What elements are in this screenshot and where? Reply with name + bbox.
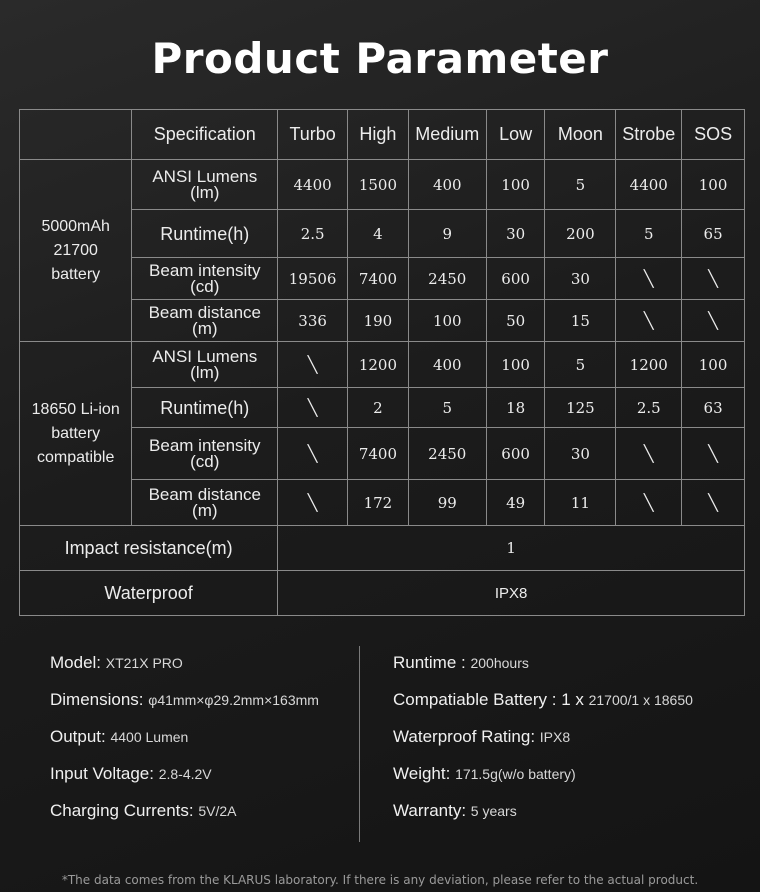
value-cell: 2450 [408, 258, 486, 300]
metric-label-line: Runtime(h) [160, 223, 250, 244]
group-label-line: 21700 [53, 241, 98, 259]
value-cell: 4400 [616, 160, 682, 210]
spec-line-value: XT21X PRO [105, 655, 183, 671]
spec-line [393, 798, 693, 835]
value-cell: 49 [486, 480, 545, 526]
value-cell: ╲ [616, 428, 682, 480]
value-cell: ╲ [278, 428, 348, 480]
group-label-line: battery [51, 265, 101, 283]
spec-line [50, 650, 319, 687]
header-row [20, 110, 745, 160]
spec-line-label: Runtime : [393, 653, 471, 672]
value-cell: 2 [348, 388, 409, 428]
table-row [20, 342, 745, 388]
value-cell: 600 [486, 428, 545, 480]
metric-label-line: (m) [192, 500, 218, 520]
spec-line [393, 650, 693, 687]
metric-label [132, 160, 278, 210]
value-cell: 7400 [348, 258, 409, 300]
metric-label-line: Runtime(h) [160, 397, 250, 418]
waterproof-value: IPX8 [278, 571, 745, 616]
group-label-line: 5000mAh [41, 217, 110, 235]
value-cell: 99 [408, 480, 486, 526]
mode-header: Turbo [278, 110, 348, 160]
value-cell: 336 [278, 300, 348, 342]
metric-label [132, 388, 278, 428]
value-cell: ╲ [278, 342, 348, 388]
value-cell: 4400 [278, 160, 348, 210]
metric-label-line: (m) [192, 318, 218, 338]
metric-label-line: Beam distance [148, 484, 262, 504]
value-cell: 125 [545, 388, 616, 428]
spec-line-value: 4400 Lumen [110, 729, 189, 745]
mode-header: Low [486, 110, 545, 160]
spec-line-label: Output: [50, 727, 111, 746]
value-cell: 19506 [278, 258, 348, 300]
spec-line-value: 171.5g(w/o battery) [455, 766, 576, 782]
value-cell: 50 [486, 300, 545, 342]
spec-line-value: 5 years [470, 803, 517, 819]
spec-line-value: φ41mm×φ29.2mm×163mm [148, 692, 319, 708]
value-cell: 30 [486, 210, 545, 258]
corner-cell [20, 110, 132, 160]
metric-label [132, 342, 278, 388]
info-divider [359, 646, 360, 842]
metric-label-line: (cd) [190, 276, 220, 296]
value-cell: 5 [408, 388, 486, 428]
value-cell: 11 [545, 480, 616, 526]
spec-line-value: 200hours [470, 655, 529, 671]
battery-group-label [20, 160, 132, 342]
mode-header: Strobe [616, 110, 682, 160]
spec-line-label: Dimensions: [50, 690, 149, 709]
value-cell: 400 [408, 342, 486, 388]
spec-line [393, 761, 693, 798]
value-cell: ╲ [278, 480, 348, 526]
page-title: Product Parameter [151, 34, 609, 83]
value-cell: 30 [545, 258, 616, 300]
value-cell: 100 [682, 342, 745, 388]
metric-label-line: ANSI Lumens [152, 166, 258, 186]
value-cell: 2.5 [278, 210, 348, 258]
value-cell: 30 [545, 428, 616, 480]
value-cell: 2.5 [616, 388, 682, 428]
value-cell: 600 [486, 258, 545, 300]
value-cell: ╲ [616, 300, 682, 342]
spec-line-value: 21700/1 x 18650 [588, 692, 693, 708]
spec-line-label: Compatiable Battery : 1 x [393, 690, 589, 709]
value-cell: 1200 [348, 342, 409, 388]
value-cell: ╲ [682, 428, 745, 480]
spec-line-value: 5V/2A [198, 803, 237, 819]
value-cell: 100 [408, 300, 486, 342]
info-column-right [393, 650, 693, 835]
spec-line-label: Weight: [393, 764, 456, 783]
value-cell: 65 [682, 210, 745, 258]
spec-line [50, 687, 319, 724]
value-cell: ╲ [616, 258, 682, 300]
footnote: *The data comes from the KLARUS laboratory. If there is any deviation, please refer to the actual product. [61, 873, 699, 887]
value-cell: 190 [348, 300, 409, 342]
value-cell: 5 [545, 160, 616, 210]
value-cell: 1200 [616, 342, 682, 388]
metric-label [132, 428, 278, 480]
metric-label-line: (lm) [190, 182, 220, 202]
metric-label [132, 258, 278, 300]
value-cell: 18 [486, 388, 545, 428]
parameter-table [19, 109, 745, 616]
spec-line [50, 761, 319, 798]
mode-header: High [348, 110, 409, 160]
metric-label [132, 210, 278, 258]
spec-line-label: Waterproof Rating: [393, 727, 540, 746]
impact-label: Impact resistance(m) [20, 526, 278, 571]
value-cell: ╲ [682, 258, 745, 300]
battery-group-label [20, 342, 132, 526]
value-cell: 9 [408, 210, 486, 258]
spec-header: Specification [132, 110, 278, 160]
spec-line [50, 798, 319, 835]
group-label-line: compatible [37, 448, 115, 466]
value-cell: ╲ [682, 480, 745, 526]
impact-row [20, 526, 745, 571]
waterproof-label: Waterproof [20, 571, 278, 616]
spec-line [50, 724, 319, 761]
value-cell: 5 [545, 342, 616, 388]
metric-label-line: ANSI Lumens [152, 346, 258, 366]
value-cell: 4 [348, 210, 409, 258]
value-cell: ╲ [278, 388, 348, 428]
metric-label [132, 300, 278, 342]
spec-line [393, 687, 693, 724]
table-row [20, 160, 745, 210]
value-cell: 2450 [408, 428, 486, 480]
mode-header: Medium [408, 110, 486, 160]
spec-line-label: Warranty: [393, 801, 471, 820]
spec-line [393, 724, 693, 761]
mode-header: SOS [682, 110, 745, 160]
value-cell: 100 [486, 342, 545, 388]
spec-line-label: Input Voltage: [50, 764, 159, 783]
mode-header: Moon [545, 110, 616, 160]
waterproof-row [20, 571, 745, 616]
value-cell: 100 [486, 160, 545, 210]
value-cell: 63 [682, 388, 745, 428]
value-cell: ╲ [682, 300, 745, 342]
metric-label-line: Beam intensity [149, 435, 261, 455]
metric-label-line: (cd) [190, 451, 220, 471]
metric-label-line: (lm) [190, 362, 220, 382]
metric-label-line: Beam intensity [149, 260, 261, 280]
value-cell: 7400 [348, 428, 409, 480]
metric-label [132, 480, 278, 526]
spec-line-value: IPX8 [539, 729, 571, 745]
value-cell: 172 [348, 480, 409, 526]
metric-label-line: Beam distance [148, 302, 262, 322]
value-cell: 100 [682, 160, 745, 210]
value-cell: ╲ [616, 480, 682, 526]
spec-line-value: 2.8-4.2V [158, 766, 212, 782]
impact-value: 1 [278, 526, 745, 571]
group-label-line: 18650 Li-ion [31, 400, 120, 418]
value-cell: 15 [545, 300, 616, 342]
group-label-line: battery [51, 424, 101, 442]
value-cell: 1500 [348, 160, 409, 210]
value-cell: 400 [408, 160, 486, 210]
spec-line-label: Model: [50, 653, 106, 672]
spec-line-label: Charging Currents: [50, 801, 199, 820]
info-column-left [50, 650, 319, 835]
value-cell: 5 [616, 210, 682, 258]
value-cell: 200 [545, 210, 616, 258]
